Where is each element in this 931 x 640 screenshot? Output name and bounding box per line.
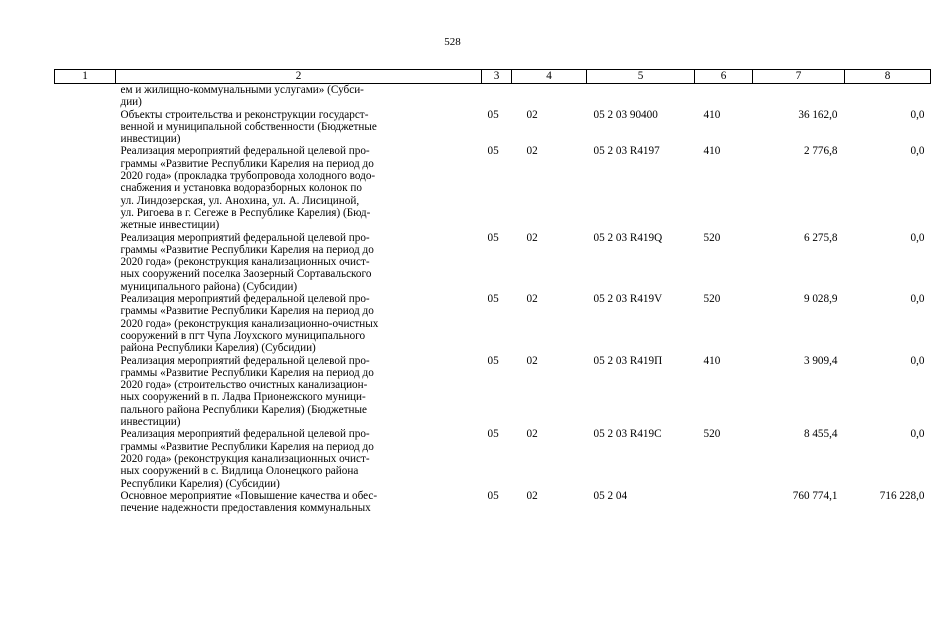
target-article-cell: 05 2 03 90400	[593, 108, 658, 121]
col-header-5: 5	[587, 70, 695, 84]
row-name-line: дии)	[120, 96, 142, 109]
table-row	[55, 490, 931, 515]
row-name-line: граммы «Развитие Республики Карелия на период до	[120, 440, 374, 453]
row-name-line: Реализация мероприятий федеральной целевой про-	[120, 145, 370, 158]
col-header-2: 2	[116, 70, 482, 84]
subsection-code-cell: 02	[526, 489, 538, 502]
row-name-line: 2020 года» (реконструкция канализационно-очистных	[120, 317, 379, 330]
row-number-cell	[55, 355, 116, 429]
row-name-cell	[116, 84, 482, 109]
subsection-code-cell: 02	[526, 145, 538, 158]
amount-year1-cell: 2 776,8	[803, 145, 838, 158]
target-article-cell: 05 2 03 R419V	[593, 293, 663, 306]
expense-type-cell: 520	[703, 293, 721, 306]
amount-year2-cell: 0,0	[910, 354, 925, 367]
col-header-8: 8	[845, 70, 931, 84]
row-name-cell	[116, 428, 482, 489]
amount-year1-cell	[753, 84, 845, 109]
row-name-line: сооружений в пгт Чупа Лоухского муниципального	[120, 329, 366, 342]
table-row	[55, 428, 931, 489]
row-number-cell	[55, 232, 116, 293]
section-code-cell	[482, 84, 512, 109]
subsection-code-cell: 02	[526, 354, 538, 367]
amount-year2-cell	[845, 84, 931, 109]
col-header-7: 7	[753, 70, 845, 84]
row-name-line: снабжения и установка водоразборных колонок по	[120, 182, 362, 195]
row-name-cell	[116, 145, 482, 231]
row-name-line: муниципального района) (Субсидии)	[120, 280, 298, 293]
expense-type-cell: 520	[703, 231, 721, 244]
row-name-line: Реализация мероприятий федеральной целевой про-	[120, 428, 370, 441]
amount-year2-cell: 0,0	[910, 145, 925, 158]
row-name-line: венной и муниципальной собственности (Бюджетные	[120, 120, 377, 133]
subsection-code-cell: 02	[526, 108, 538, 121]
row-name-line: Реализация мероприятий федеральной целевой про-	[120, 231, 370, 244]
row-name-line: Основное мероприятие «Повышение качества и обес-	[120, 489, 378, 502]
subsection-code-cell	[512, 84, 587, 109]
target-article-cell: 05 2 03 R419П	[593, 354, 663, 367]
amount-year1-cell: 760 774,1	[792, 489, 838, 502]
budget-table	[54, 69, 931, 514]
row-name-line: ул. Линдозерская, ул. Анохина, ул. А. Лисициной,	[120, 194, 360, 207]
table-row	[55, 84, 931, 109]
row-name-line: печение надежности предоставления коммунальных	[120, 502, 371, 515]
amount-year2-cell: 0,0	[910, 428, 925, 441]
row-name-line: Республики Карелия) (Субсидии)	[120, 477, 280, 490]
section-code-cell: 05	[487, 293, 499, 306]
table-row	[55, 232, 931, 293]
amount-year1-cell: 36 162,0	[798, 108, 838, 121]
target-article-cell: 05 2 03 R4197	[593, 145, 660, 158]
row-name-line: Объекты строительства и реконструкции государст-	[120, 108, 369, 121]
section-code-cell: 05	[487, 231, 499, 244]
row-name-line: инвестиции)	[120, 416, 181, 429]
row-name-cell	[116, 232, 482, 293]
row-name-line: жетные инвестиции)	[120, 219, 220, 232]
target-article-cell: 05 2 04	[593, 489, 628, 502]
row-name-cell	[116, 293, 482, 354]
amount-year1-cell: 8 455,4	[803, 428, 838, 441]
col-header-4: 4	[512, 70, 587, 84]
row-number-cell	[55, 145, 116, 231]
amount-year1-cell: 6 275,8	[803, 231, 838, 244]
col-header-3: 3	[482, 70, 512, 84]
expense-type-cell	[695, 84, 753, 109]
row-name-line: ул. Ригоева в г. Сегеже в Республике Карелия) (Бюд-	[120, 206, 371, 219]
row-name-line: граммы «Развитие Республики Карелия на период до	[120, 243, 374, 256]
subsection-code-cell: 02	[526, 293, 538, 306]
row-name-line: Реализация мероприятий федеральной целевой про-	[120, 293, 370, 306]
section-code-cell: 05	[487, 489, 499, 502]
table-row	[55, 355, 931, 429]
section-code-cell: 05	[487, 108, 499, 121]
row-name-cell	[116, 109, 482, 146]
subsection-code-cell: 02	[526, 231, 538, 244]
expense-type-cell: 410	[703, 354, 721, 367]
target-article-cell	[587, 84, 695, 109]
row-name-cell	[116, 355, 482, 429]
table-row	[55, 145, 931, 231]
section-code-cell: 05	[487, 428, 499, 441]
subsection-code-cell: 02	[526, 428, 538, 441]
row-name-line: ем и жилищно-коммунальными услугами» (Субси-	[120, 84, 364, 96]
col-header-6: 6	[695, 70, 753, 84]
row-name-line: 2020 года» (прокладка трубопровода холодного водо-	[120, 170, 376, 183]
amount-year2-cell: 716 228,0	[879, 489, 925, 502]
expense-type-cell: 520	[703, 428, 721, 441]
expense-type-cell	[695, 490, 753, 515]
row-name-line: 2020 года» (реконструкция канализационных очист-	[120, 256, 370, 269]
table-row	[55, 293, 931, 354]
column-number-header	[55, 70, 931, 84]
section-code-cell: 05	[487, 354, 499, 367]
section-code-cell: 05	[487, 145, 499, 158]
row-name-line: инвестиции)	[120, 133, 181, 146]
amount-year1-cell: 3 909,4	[803, 354, 838, 367]
target-article-cell: 05 2 03 R419Q	[593, 231, 663, 244]
target-article-cell: 05 2 03 R419С	[593, 428, 662, 441]
row-name-line: граммы «Развитие Республики Карелия на период до	[120, 157, 374, 170]
row-name-line: ных сооружений в п. Ладва Прионежского муници-	[120, 391, 366, 404]
amount-year2-cell: 0,0	[910, 108, 925, 121]
amount-year2-cell: 0,0	[910, 293, 925, 306]
table-row	[55, 109, 931, 146]
expense-type-cell: 410	[703, 108, 721, 121]
amount-year2-cell: 0,0	[910, 231, 925, 244]
col-header-1: 1	[55, 70, 116, 84]
row-name-line: 2020 года» (строительство очистных канализацион-	[120, 379, 368, 392]
row-name-cell	[116, 490, 482, 515]
row-number-cell	[55, 490, 116, 515]
table-body	[55, 84, 931, 515]
row-name-line: ных сооружений в с. Видлица Олонецкого района	[120, 465, 359, 478]
row-name-line: района Республики Карелия) (Субсидии)	[120, 342, 316, 355]
row-number-cell	[55, 428, 116, 489]
page-number: 528	[444, 36, 461, 48]
amount-year1-cell: 9 028,9	[803, 293, 838, 306]
row-name-line: ных сооружений поселка Заозерный Сортавальского	[120, 268, 372, 281]
row-name-line: Реализация мероприятий федеральной целевой про-	[120, 354, 370, 367]
expense-type-cell: 410	[703, 145, 721, 158]
row-name-line: пального района Республики Карелия) (Бюджетные	[120, 403, 367, 416]
row-name-line: граммы «Развитие Республики Карелия на период до	[120, 366, 374, 379]
row-number-cell	[55, 109, 116, 146]
row-name-line: граммы «Развитие Республики Карелия на период до	[120, 305, 374, 318]
row-number-cell	[55, 293, 116, 354]
row-number-cell	[55, 84, 116, 109]
row-name-line: 2020 года» (реконструкция канализационных очист-	[120, 452, 370, 465]
